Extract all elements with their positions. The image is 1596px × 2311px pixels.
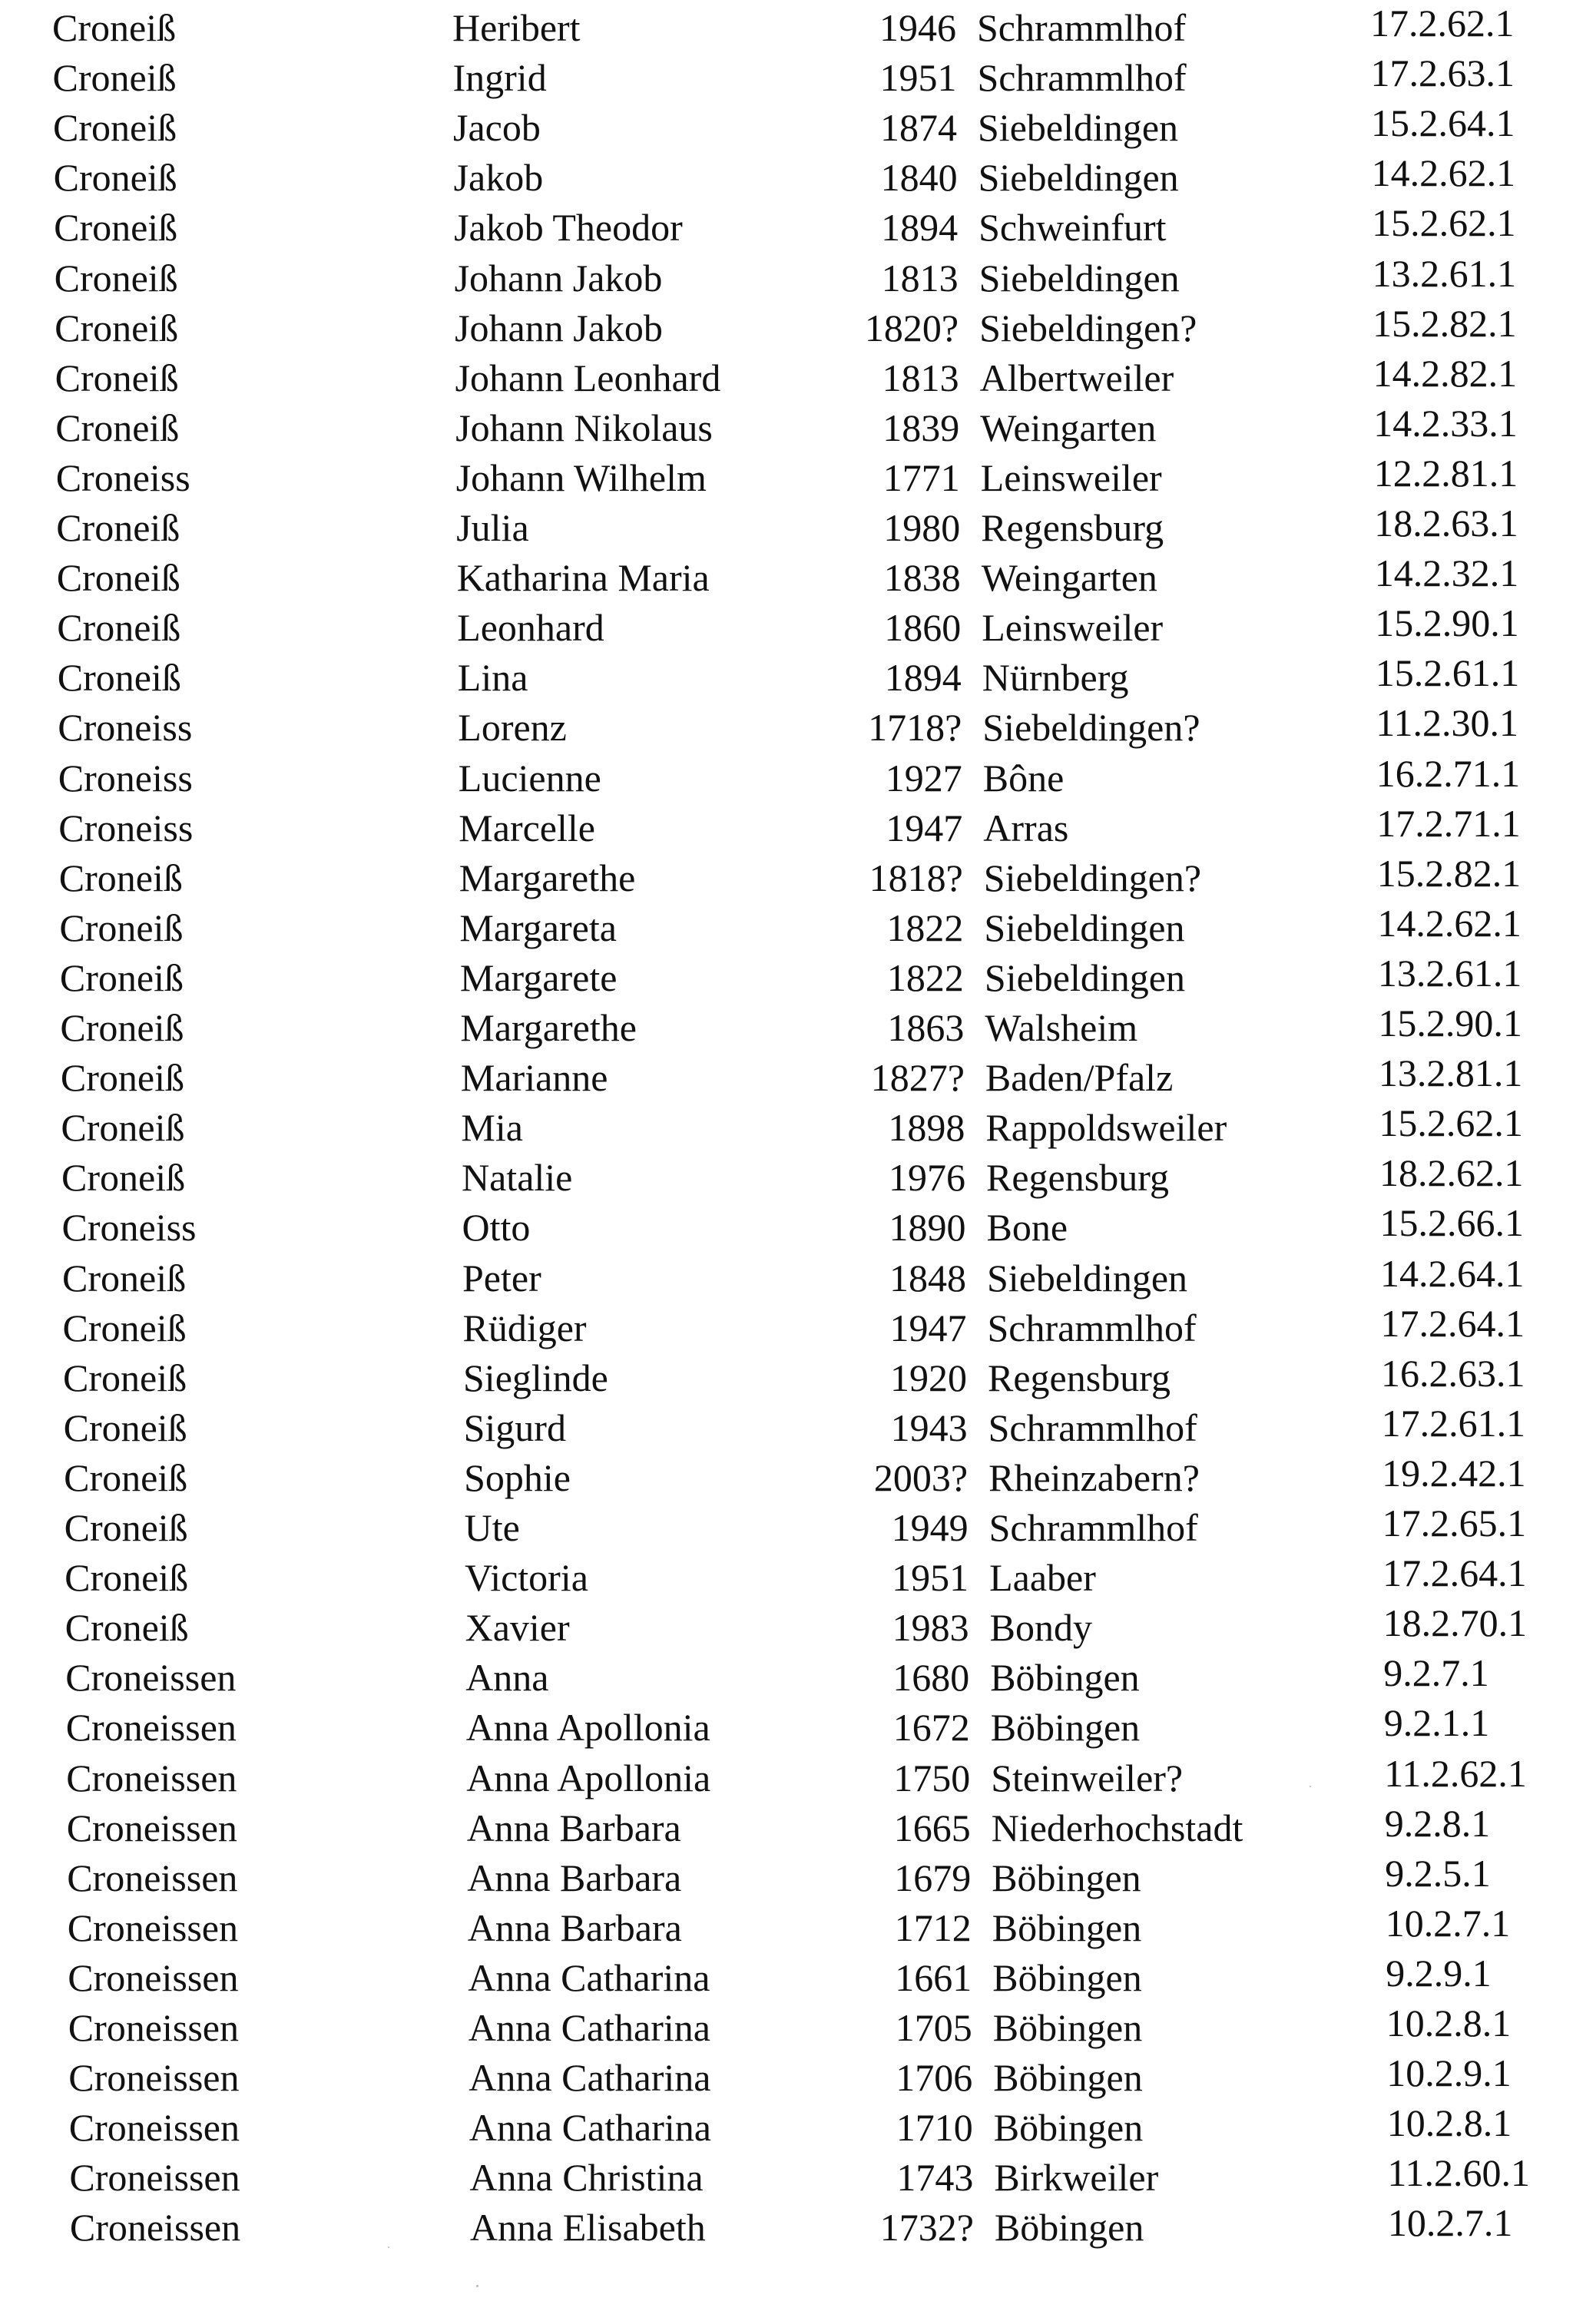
table-row	[2, 251, 1596, 301]
table-row	[17, 2151, 1596, 2200]
table-row	[2, 151, 1596, 200]
surname-cell: Croneiß	[58, 856, 183, 899]
given-name-cell: Anna Elisabeth	[469, 2206, 706, 2250]
reference-code-cell: 9.2.7.1	[1383, 1651, 1489, 1695]
given-name-cell: Margareta	[459, 906, 617, 949]
birth-place-cell: Siebeldingen	[987, 1256, 1188, 1300]
table-row	[13, 1601, 1596, 1650]
given-name-cell: Sieglinde	[463, 1356, 608, 1399]
birth-year-cell: 1943	[890, 1405, 968, 1449]
reference-code-cell: 11.2.30.1	[1376, 701, 1518, 745]
reference-code-cell: 14.2.62.1	[1377, 901, 1521, 945]
birth-place-cell: Bondy	[989, 1606, 1092, 1650]
table-row	[3, 401, 1596, 451]
given-name-cell: Johann Jakob	[455, 306, 663, 349]
table-row	[12, 1501, 1596, 1551]
birth-year-cell: 1927	[885, 756, 962, 800]
surname-cell: Croneiß	[57, 656, 181, 700]
table-row	[16, 2051, 1596, 2101]
birth-place-cell: Regensburg	[981, 506, 1164, 549]
birth-place-cell: Arras	[983, 806, 1069, 849]
table-row	[8, 951, 1596, 1001]
surname-cell: Croneiß	[60, 1056, 184, 1100]
reference-code-cell: 10.2.7.1	[1385, 1901, 1511, 1945]
given-name-cell: Johann Jakob	[454, 256, 663, 300]
birth-year-cell: 1894	[884, 656, 962, 700]
table-row	[9, 1151, 1596, 1200]
birth-place-cell: Schrammlhof	[977, 56, 1187, 100]
table-row	[11, 1301, 1596, 1351]
reference-code-cell: 9.2.5.1	[1385, 1851, 1491, 1895]
birth-year-cell: 1718?	[868, 706, 962, 750]
birth-year-cell: 1951	[892, 1556, 969, 1600]
birth-year-cell: 1732?	[879, 2206, 974, 2250]
surname-cell: Croneiß	[52, 6, 177, 49]
surname-cell: Croneiss	[58, 706, 193, 750]
table-row	[7, 851, 1596, 901]
birth-place-cell: Siebeldingen	[978, 106, 1179, 150]
reference-code-cell: 10.2.8.1	[1386, 2001, 1512, 2044]
surname-cell: Croneiß	[61, 1106, 185, 1150]
birth-year-cell: 1820?	[864, 306, 959, 349]
birth-place-cell: Siebeldingen?	[983, 856, 1202, 899]
surname-cell: Croneiss	[55, 455, 190, 499]
table-row	[15, 1901, 1596, 1951]
table-row	[2, 201, 1596, 250]
surname-cell: Croneiß	[54, 256, 178, 300]
reference-code-cell: 10.2.7.1	[1387, 2201, 1513, 2245]
table-row	[15, 1801, 1596, 1851]
birth-place-cell: Böbingen	[993, 2106, 1144, 2150]
reference-code-cell: 9.2.1.1	[1383, 1701, 1490, 1745]
table-row	[10, 1251, 1596, 1301]
given-name-cell: Anna Barbara	[467, 1856, 682, 1899]
reference-code-cell: 11.2.62.1	[1384, 1751, 1527, 1795]
birth-year-cell: 1839	[882, 406, 960, 449]
reference-code-cell: 19.2.42.1	[1382, 1451, 1526, 1495]
birth-year-cell: 1818?	[869, 856, 963, 899]
birth-place-cell: Schweinfurt	[978, 206, 1167, 250]
birth-place-cell: Baden/Pfalz	[985, 1056, 1174, 1100]
reference-code-cell: 15.2.82.1	[1372, 301, 1517, 345]
surname-cell: Croneiß	[55, 306, 179, 349]
given-name-cell: Anna Christina	[469, 2156, 704, 2200]
given-name-cell: Peter	[462, 1256, 541, 1300]
surname-cell: Croneissen	[66, 1806, 237, 1849]
surname-cell: Croneissen	[67, 1905, 239, 1949]
birth-place-cell: Böbingen	[990, 1656, 1140, 1700]
reference-code-cell: 18.2.62.1	[1379, 1151, 1524, 1195]
birth-year-cell: 1947	[886, 806, 963, 849]
birth-year-cell: 1894	[881, 206, 959, 250]
given-name-cell: Anna Catharina	[469, 2056, 711, 2100]
surname-cell: Croneissen	[69, 2206, 241, 2250]
birth-year-cell: 1874	[880, 106, 957, 150]
birth-place-cell: Bône	[982, 756, 1065, 800]
table-row	[1, 101, 1596, 151]
surname-cell: Croneiß	[59, 906, 184, 949]
birth-year-cell: 1750	[893, 1756, 971, 1799]
birth-year-cell: 1863	[887, 1006, 965, 1049]
reference-code-cell: 11.2.60.1	[1387, 2151, 1531, 2195]
surname-cell: Croneiß	[53, 106, 177, 150]
surname-cell: Croneiß	[52, 56, 177, 100]
birth-place-cell: Siebeldingen?	[982, 706, 1200, 750]
reference-code-cell: 10.2.8.1	[1386, 2101, 1512, 2145]
reference-code-cell: 17.2.63.1	[1370, 51, 1515, 95]
birth-year-cell: 1665	[893, 1806, 971, 1849]
table-row	[5, 551, 1596, 601]
surname-cell: Croneiß	[54, 206, 178, 250]
given-name-cell: Leonhard	[457, 606, 604, 650]
reference-code-cell: 14.2.62.1	[1371, 151, 1516, 195]
reference-code-cell: 15.2.61.1	[1375, 651, 1520, 695]
reference-code-cell: 17.2.61.1	[1381, 1401, 1526, 1445]
scan-speck	[476, 2285, 478, 2287]
surname-cell: Croneiß	[60, 1006, 184, 1049]
birth-year-cell: 1976	[889, 1156, 965, 1200]
reference-code-cell: 14.2.82.1	[1372, 351, 1518, 395]
surname-cell: Croneiss	[61, 1206, 197, 1250]
birth-place-cell: Leinsweiler	[982, 606, 1164, 650]
table-row	[12, 1401, 1596, 1451]
birth-year-cell: 1920	[890, 1356, 967, 1399]
given-name-cell: Katharina Maria	[456, 556, 710, 600]
given-name-cell: Anna Barbara	[467, 1905, 682, 1949]
birth-place-cell: Schrammlhof	[987, 1306, 1197, 1349]
birth-place-cell: Walsheim	[985, 1006, 1138, 1049]
reference-code-cell: 17.2.65.1	[1382, 1501, 1527, 1545]
given-name-cell: Ute	[464, 1506, 520, 1549]
given-name-cell: Rüdiger	[462, 1306, 587, 1349]
surname-cell: Croneissen	[65, 1656, 237, 1700]
table-row	[14, 1701, 1596, 1750]
birth-place-cell: Siebeldingen	[984, 955, 1185, 999]
birth-place-cell: Albertweiler	[979, 356, 1174, 399]
birth-year-cell: 1822	[886, 906, 964, 949]
given-name-cell: Anna	[465, 1656, 549, 1700]
birth-place-cell: Böbingen	[990, 1706, 1141, 1750]
surname-cell: Croneissen	[69, 2156, 240, 2200]
birth-place-cell: Nürnberg	[982, 656, 1129, 700]
given-name-cell: Marcelle	[459, 806, 595, 849]
table-row	[14, 1751, 1596, 1801]
birth-year-cell: 1813	[882, 356, 959, 399]
birth-place-cell: Birkweiler	[994, 2156, 1159, 2200]
given-name-cell: Ingrid	[452, 56, 547, 100]
birth-place-cell: Regensburg	[986, 1156, 1169, 1200]
table-row	[7, 901, 1596, 951]
given-name-cell: Johann Leonhard	[455, 356, 721, 399]
birth-year-cell: 1848	[889, 1256, 966, 1300]
surname-cell: Croneissen	[68, 2056, 240, 2100]
surname-cell: Croneiß	[63, 1356, 187, 1399]
reference-code-cell: 16.2.63.1	[1381, 1351, 1525, 1395]
table-row	[6, 751, 1596, 801]
given-name-cell: Heribert	[452, 6, 581, 49]
surname-cell: Croneiß	[55, 356, 179, 399]
table-row	[12, 1551, 1596, 1601]
surname-cell: Croneiß	[62, 1306, 187, 1349]
birth-year-cell: 1860	[884, 606, 962, 650]
reference-code-cell: 13.2.61.1	[1377, 951, 1522, 995]
table-row	[10, 1201, 1596, 1250]
given-name-cell: Margarethe	[460, 1006, 637, 1049]
table-row	[6, 801, 1596, 851]
reference-code-cell: 10.2.9.1	[1386, 2051, 1512, 2095]
surname-cell: Croneiß	[61, 1156, 186, 1200]
table-row	[15, 1951, 1596, 2001]
surname-cell: Croneissen	[65, 1706, 237, 1750]
given-name-cell: Anna Catharina	[469, 2106, 711, 2150]
surname-cell: Croneiß	[56, 556, 180, 600]
surname-cell: Croneissen	[67, 1856, 238, 1899]
birth-place-cell: Leinsweiler	[980, 455, 1162, 499]
reference-code-cell: 18.2.70.1	[1382, 1601, 1528, 1645]
birth-place-cell: Weingarten	[981, 556, 1157, 600]
birth-place-cell: Schrammlhof	[988, 1405, 1197, 1449]
reference-code-cell: 17.2.64.1	[1382, 1551, 1527, 1595]
table-row	[18, 2201, 1596, 2250]
reference-code-cell: 14.2.32.1	[1374, 551, 1519, 595]
surname-cell: Croneiß	[57, 606, 181, 650]
surname-cell: Croneiß	[59, 955, 184, 999]
reference-code-cell: 13.2.61.1	[1372, 251, 1517, 295]
table-row	[4, 451, 1596, 501]
birth-place-cell: Regensburg	[988, 1356, 1171, 1399]
birth-year-cell: 1980	[883, 506, 961, 549]
birth-year-cell: 1983	[892, 1606, 969, 1650]
birth-year-cell: 1680	[892, 1656, 970, 1700]
surname-cell: Croneiß	[65, 1606, 189, 1650]
surname-cell: Croneiß	[64, 1455, 188, 1499]
given-name-cell: Anna Apollonia	[465, 1706, 710, 1750]
given-name-cell: Margarethe	[459, 856, 636, 899]
birth-place-cell: Rheinzabern?	[988, 1455, 1200, 1499]
birth-place-cell: Böbingen	[992, 1905, 1142, 1949]
table-row	[17, 2101, 1596, 2150]
reference-code-cell: 15.2.62.1	[1372, 201, 1516, 245]
reference-code-cell: 14.2.33.1	[1373, 401, 1518, 445]
birth-place-cell: Böbingen	[994, 2206, 1144, 2250]
given-name-cell: Anna Apollonia	[466, 1756, 711, 1799]
table-row	[8, 1051, 1596, 1101]
table-row	[3, 351, 1596, 401]
given-name-cell: Lucienne	[458, 756, 601, 800]
given-name-cell: Lina	[457, 656, 528, 700]
birth-year-cell: 1771	[882, 455, 960, 499]
surname-cell: Croneiß	[62, 1256, 187, 1300]
birth-place-cell: Siebeldingen	[978, 256, 1180, 300]
birth-place-cell: Siebeldingen?	[979, 306, 1197, 349]
table-row	[5, 651, 1596, 700]
birth-place-cell: Rappoldsweiler	[985, 1106, 1227, 1150]
birth-year-cell: 1706	[896, 2056, 973, 2100]
given-name-cell: Mia	[461, 1106, 523, 1150]
surname-cell: Croneiß	[64, 1506, 188, 1549]
birth-year-cell: 1898	[888, 1106, 965, 1150]
surname-cell: Croneiss	[58, 756, 193, 800]
scan-speck	[388, 2246, 389, 2248]
birth-year-cell: 1661	[895, 1955, 972, 1999]
surname-cell: Croneissen	[68, 1955, 239, 1999]
birth-place-cell: Laaber	[989, 1556, 1096, 1600]
given-name-cell: Marianne	[460, 1056, 608, 1100]
given-name-cell: Julia	[456, 506, 529, 549]
surname-cell: Croneissen	[66, 1756, 237, 1799]
birth-place-cell: Siebeldingen	[984, 906, 1185, 949]
birth-year-cell: 1947	[889, 1306, 967, 1349]
given-name-cell: Natalie	[462, 1156, 573, 1200]
given-name-cell: Anna Barbara	[466, 1806, 681, 1849]
given-name-cell: Lorenz	[458, 706, 567, 750]
given-name-cell: Johann Wilhelm	[455, 455, 707, 499]
surname-cell: Croneiß	[56, 506, 180, 549]
given-name-cell: Anna Catharina	[468, 2006, 710, 2049]
reference-code-cell: 12.2.81.1	[1373, 451, 1518, 495]
birth-place-cell: Weingarten	[980, 406, 1157, 449]
birth-year-cell: 1946	[879, 6, 956, 49]
reference-code-cell: 18.2.63.1	[1374, 502, 1518, 545]
birth-year-cell: 1949	[891, 1506, 969, 1549]
birth-place-cell: Böbingen	[992, 1856, 1141, 1899]
surname-cell: Croneiß	[53, 156, 177, 200]
birth-place-cell: Schrammlhof	[977, 6, 1187, 49]
reference-code-cell: 15.2.90.1	[1375, 601, 1519, 645]
scan-speck	[1310, 1786, 1311, 1787]
given-name-cell: Jakob	[453, 156, 544, 200]
birth-year-cell: 1672	[892, 1706, 970, 1750]
reference-code-cell: 13.2.81.1	[1378, 1051, 1523, 1095]
table-row	[1, 51, 1596, 101]
birth-year-cell: 1827?	[870, 1056, 965, 1100]
table-row	[8, 1002, 1596, 1051]
reference-code-cell: 17.2.64.1	[1380, 1301, 1525, 1345]
table-row	[0, 2, 1596, 51]
birth-year-cell: 1840	[880, 156, 958, 200]
table-row	[16, 2001, 1596, 2051]
given-name-cell: Johann Nikolaus	[455, 406, 713, 449]
reference-code-cell: 15.2.64.1	[1371, 101, 1515, 145]
table-row	[11, 1351, 1596, 1401]
given-name-cell: Sigurd	[463, 1405, 566, 1449]
surname-cell: Croneiss	[58, 806, 194, 849]
birth-place-cell: Böbingen	[992, 1955, 1142, 1999]
given-name-cell: Margarete	[459, 955, 618, 999]
table-row	[5, 701, 1596, 750]
birth-place-cell: Böbingen	[993, 2056, 1143, 2100]
birth-year-cell: 2003?	[873, 1455, 969, 1499]
reference-code-cell: 15.2.82.1	[1376, 851, 1521, 895]
table-row	[5, 601, 1596, 651]
birth-place-cell: Niederhochstadt	[991, 1806, 1243, 1849]
reference-code-cell: 9.2.8.1	[1384, 1801, 1491, 1845]
given-name-cell: Victoria	[465, 1556, 588, 1600]
given-name-cell: Jacob	[453, 106, 541, 150]
reference-code-cell: 15.2.90.1	[1378, 1002, 1522, 1045]
reference-code-cell: 15.2.62.1	[1379, 1101, 1523, 1145]
birth-year-cell: 1951	[879, 56, 957, 100]
given-name-cell: Jakob Theodor	[454, 206, 683, 250]
birth-year-cell: 1813	[881, 256, 959, 300]
birth-place-cell: Siebeldingen	[978, 156, 1179, 200]
birth-year-cell: 1712	[894, 1905, 972, 1949]
birth-year-cell: 1743	[896, 2156, 974, 2200]
birth-year-cell: 1838	[883, 556, 961, 600]
birth-place-cell: Schrammlhof	[988, 1506, 1198, 1549]
table-row	[8, 1101, 1596, 1151]
surname-cell: Croneissen	[68, 2006, 240, 2049]
reference-code-cell: 17.2.71.1	[1376, 801, 1521, 845]
given-name-cell: Sophie	[464, 1455, 571, 1499]
birth-year-cell: 1705	[895, 2006, 972, 2049]
birth-year-cell: 1679	[894, 1856, 972, 1899]
birth-year-cell: 1890	[889, 1206, 966, 1250]
reference-code-cell: 17.2.62.1	[1370, 2, 1515, 45]
birth-year-cell: 1822	[886, 955, 964, 999]
birth-place-cell: Steinweiler?	[991, 1756, 1184, 1799]
table-row	[2, 301, 1596, 351]
reference-code-cell: 14.2.64.1	[1380, 1251, 1525, 1295]
surname-cell: Croneiß	[63, 1405, 187, 1449]
table-row	[15, 1851, 1596, 1901]
birth-place-cell: Bone	[986, 1206, 1068, 1250]
surname-cell: Croneissen	[68, 2106, 240, 2150]
given-name-cell: Otto	[462, 1206, 531, 1250]
surname-cell: Croneiß	[55, 406, 180, 449]
birth-year-cell: 1710	[896, 2106, 973, 2150]
reference-code-cell: 15.2.66.1	[1379, 1201, 1524, 1245]
reference-code-cell: 16.2.71.1	[1376, 751, 1521, 795]
surname-cell: Croneiß	[65, 1556, 189, 1600]
table-row	[13, 1651, 1596, 1700]
table-row	[12, 1451, 1596, 1501]
given-name-cell: Xavier	[465, 1606, 570, 1650]
table-row	[4, 502, 1596, 551]
given-name-cell: Anna Catharina	[468, 1955, 710, 1999]
reference-code-cell: 9.2.9.1	[1386, 1951, 1492, 1995]
birth-place-cell: Böbingen	[992, 2006, 1143, 2049]
